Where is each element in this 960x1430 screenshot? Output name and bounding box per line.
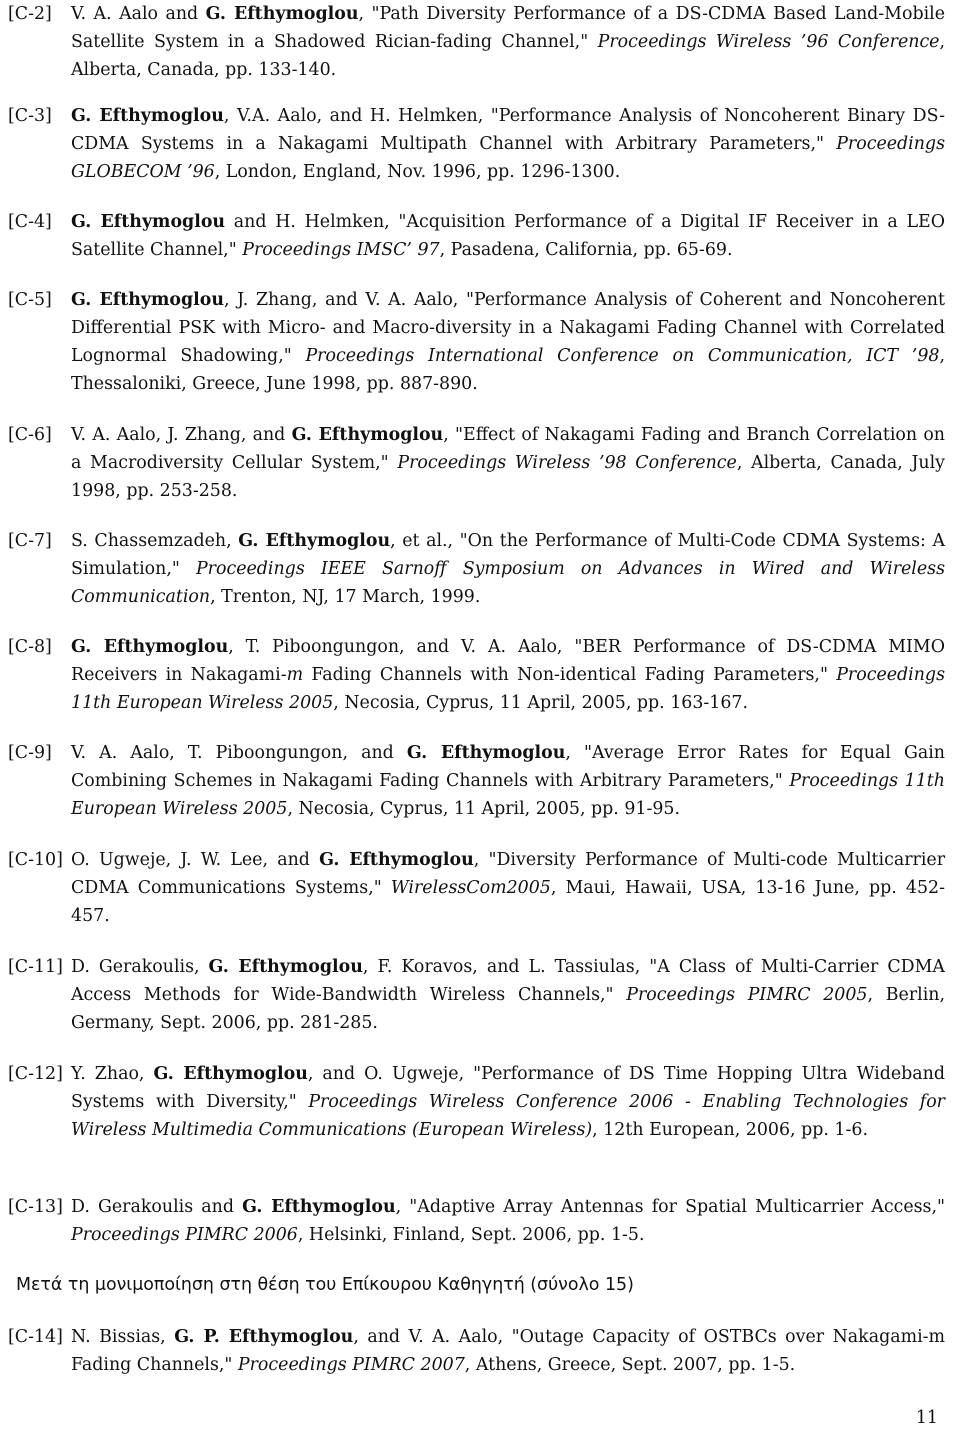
reference-text [71, 1060, 945, 1144]
reference-segment: , Trenton, NJ, 17 March, 1999. [210, 587, 481, 607]
venue-title: Proceedings IEEE Sarnoff Symposium on Advances in Wired and Wireless Communication [71, 559, 945, 607]
author-highlight: G. Efthymoglou [238, 531, 391, 551]
reference-segment: , Athens, Greece, Sept. 2007, pp. 1-5. [464, 1355, 796, 1375]
reference-label: [C-2] [8, 4, 52, 24]
venue-title: Proceedings PIMRC 2005 [626, 985, 868, 1005]
venue-title: Proceedings Wireless ’98 Conference [397, 453, 737, 473]
author-highlight: G. Efthymoglou [71, 637, 229, 657]
reference-text [71, 0, 945, 84]
reference-label: [C-14] [8, 1327, 63, 1347]
reference-segment: , Thessaloniki, Greece, June 1998, pp. 887-890. [71, 346, 945, 394]
reference-segment: , Alberta, Canada, July 1998, pp. 253-258. [71, 453, 946, 501]
venue-title: Proceedings Wireless ’96 Conference [597, 32, 940, 52]
reference-segment: , Pasadena, California, pp. 65-69. [439, 240, 733, 260]
author-highlight: G. Efthymoglou [71, 106, 224, 126]
author-highlight: G. Efthymoglou [205, 4, 359, 24]
venue-title: Proceedings GLOBECOM ’96 [71, 134, 945, 182]
reference-segment: , Helsinki, Finland, Sept. 2006, pp. 1-5. [297, 1225, 645, 1245]
venue-title: Proceedings 11th European Wireless 2005 [71, 771, 945, 819]
reference-text [71, 421, 945, 505]
reference-segment: O. Ugweje, J. W. Lee, and [71, 850, 320, 870]
venue-title: Proceedings PIMRC 2007 [237, 1355, 465, 1375]
reference-label: [C-8] [8, 637, 52, 657]
reference-text [71, 633, 945, 717]
reference-segment: , T. Piboongungon, and V. A. Aalo, "BER Performance of DS-CDMA MIMO Receivers in Nakagami- [71, 637, 945, 685]
reference-segment: , Necosia, Cyprus, 11 April, 2005, pp. 91-95. [287, 799, 681, 819]
reference-text [71, 286, 945, 398]
reference-segment: , and O. Ugweje, "Performance of DS Time Hopping Ultra Wideband Systems with Diversity," [71, 1064, 945, 1112]
author-highlight: G. Efthymoglou [291, 425, 444, 445]
reference-segment: , Alberta, Canada, pp. 133-140. [71, 32, 946, 80]
reference-segment: , London, England, Nov. 1996, pp. 1296-1300. [214, 162, 621, 182]
reference-label: [C-12] [8, 1064, 63, 1084]
reference-text [71, 102, 945, 186]
reference-segment: , "Effect of Nakagami Fading and Branch Correlation on a Macrodiversity Cellular System," [71, 425, 945, 473]
venue-title: Proceedings International Conference on Communication, ICT ’98 [305, 346, 940, 366]
reference-segment: , "Average Error Rates for Equal Gain Combining Schemes in Nakagami Fading Channels with Arbitrary Parameters," [71, 743, 945, 791]
reference-segment: Y. Zhao, [71, 1064, 154, 1084]
reference-segment: , "Adaptive Array Antennas for Spatial Multicarrier Access," [395, 1197, 945, 1217]
page-number: 11 [915, 1408, 938, 1428]
venue-title: WirelessCom2005 [390, 878, 551, 898]
reference-text [71, 1193, 945, 1249]
reference-segment: , et al., "On the Performance of Multi-Code CDMA Systems: A Simulation," [71, 531, 946, 579]
reference-segment: , and V. A. Aalo, "Outage Capacity of OSTBCs over Nakagami-m Fading Channels," [71, 1327, 945, 1375]
venue-title: Proceedings PIMRC 2006 [71, 1225, 298, 1245]
reference-segment: , "Path Diversity Performance of a DS-CDMA Based Land-Mobile Satellite System in a Shadowed Rician-fading Channel," [71, 4, 945, 52]
reference-label: [C-13] [8, 1197, 63, 1217]
reference-segment: D. Gerakoulis and [71, 1197, 243, 1217]
author-highlight: G. Efthymoglou [208, 957, 363, 977]
section-note: Μετά τη μονιμοποίηση στη θέση του Επίκουρου Καθηγητή (σύνολο 15) [16, 1275, 634, 1295]
reference-segment: , Maui, Hawaii, USA, 13-16 June, pp. 452-457. [71, 878, 945, 926]
author-highlight: G. Efthymoglou [71, 290, 224, 310]
reference-segment: , Necosia, Cyprus, 11 April, 2005, pp. 163-167. [333, 693, 748, 713]
reference-segment: , Berlin, Germany, Sept. 2006, pp. 281-285. [71, 985, 945, 1033]
venue-title: Proceedings Wireless Conference 2006 - Enabling Technologies for Wireless Multimedia Communications (European Wireless) [71, 1092, 945, 1140]
reference-text [71, 953, 945, 1037]
author-highlight: G. Efthymoglou [319, 850, 474, 870]
reference-segment: , J. Zhang, and V. A. Aalo, "Performance Analysis of Coherent and Noncoherent Differential PSK with Micro- and Macro-diversity in a Nakagami Fading Channel with Correlated Lognormal Shadowing," [71, 290, 945, 366]
venue-title: Proceedings 11th European Wireless 2005 [71, 665, 945, 713]
reference-label: [C-7] [8, 531, 52, 551]
author-highlight: G. P. Efthymoglou [174, 1327, 354, 1347]
venue-title: Proceedings IMSC’ 97 [242, 240, 440, 260]
reference-segment: , V.A. Aalo, and H. Helmken, "Performance Analysis of Noncoherent Binary DS-CDMA Systems in a Nakagami Multipath Channel with Arbitrary Parameters," [71, 106, 945, 154]
reference-segment: N. Bissias, [71, 1327, 175, 1347]
reference-text [71, 1323, 945, 1379]
reference-label: [C-9] [8, 743, 52, 763]
reference-segment: V. A. Aalo and [71, 4, 206, 24]
reference-segment: V. A. Aalo, T. Piboongungon, and [71, 743, 407, 763]
reference-text [71, 739, 945, 823]
reference-segment: S. Chassemzadeh, [71, 531, 239, 551]
reference-label: [C-11] [8, 957, 63, 977]
reference-segment: , 12th European, 2006, pp. 1-6. [592, 1120, 868, 1140]
reference-segment: D. Gerakoulis, [71, 957, 209, 977]
author-highlight: G. Efthymoglou [242, 1197, 396, 1217]
reference-text [71, 208, 945, 264]
reference-label: [C-10] [8, 850, 63, 870]
reference-segment: and H. Helmken, "Acquisition Performance of a Digital IF Receiver in a LEO Satellite Channel," [71, 212, 945, 260]
reference-text [71, 846, 945, 930]
author-highlight: G. Efthymoglou [153, 1064, 308, 1084]
author-highlight: G. Efthymoglou [406, 743, 566, 763]
reference-segment: , "Diversity Performance of Multi-code Multicarrier CDMA Communications Systems," [71, 850, 946, 898]
reference-segment: V. A. Aalo, J. Zhang, and [71, 425, 292, 445]
math-symbol: m [286, 665, 304, 685]
reference-label: [C-5] [8, 290, 52, 310]
reference-segment: , F. Koravos, and L. Tassiulas, "A Class of Multi-Carrier CDMA Access Methods for Wide-Bandwidth Wireless Channels," [71, 957, 945, 1005]
reference-label: [C-4] [8, 212, 52, 232]
reference-label: [C-3] [8, 106, 52, 126]
reference-text [71, 527, 945, 611]
reference-label: [C-6] [8, 425, 52, 445]
reference-segment: Fading Channels with Non-identical Fading Parameters," [303, 665, 837, 685]
author-highlight: G. Efthymoglou [71, 212, 226, 232]
